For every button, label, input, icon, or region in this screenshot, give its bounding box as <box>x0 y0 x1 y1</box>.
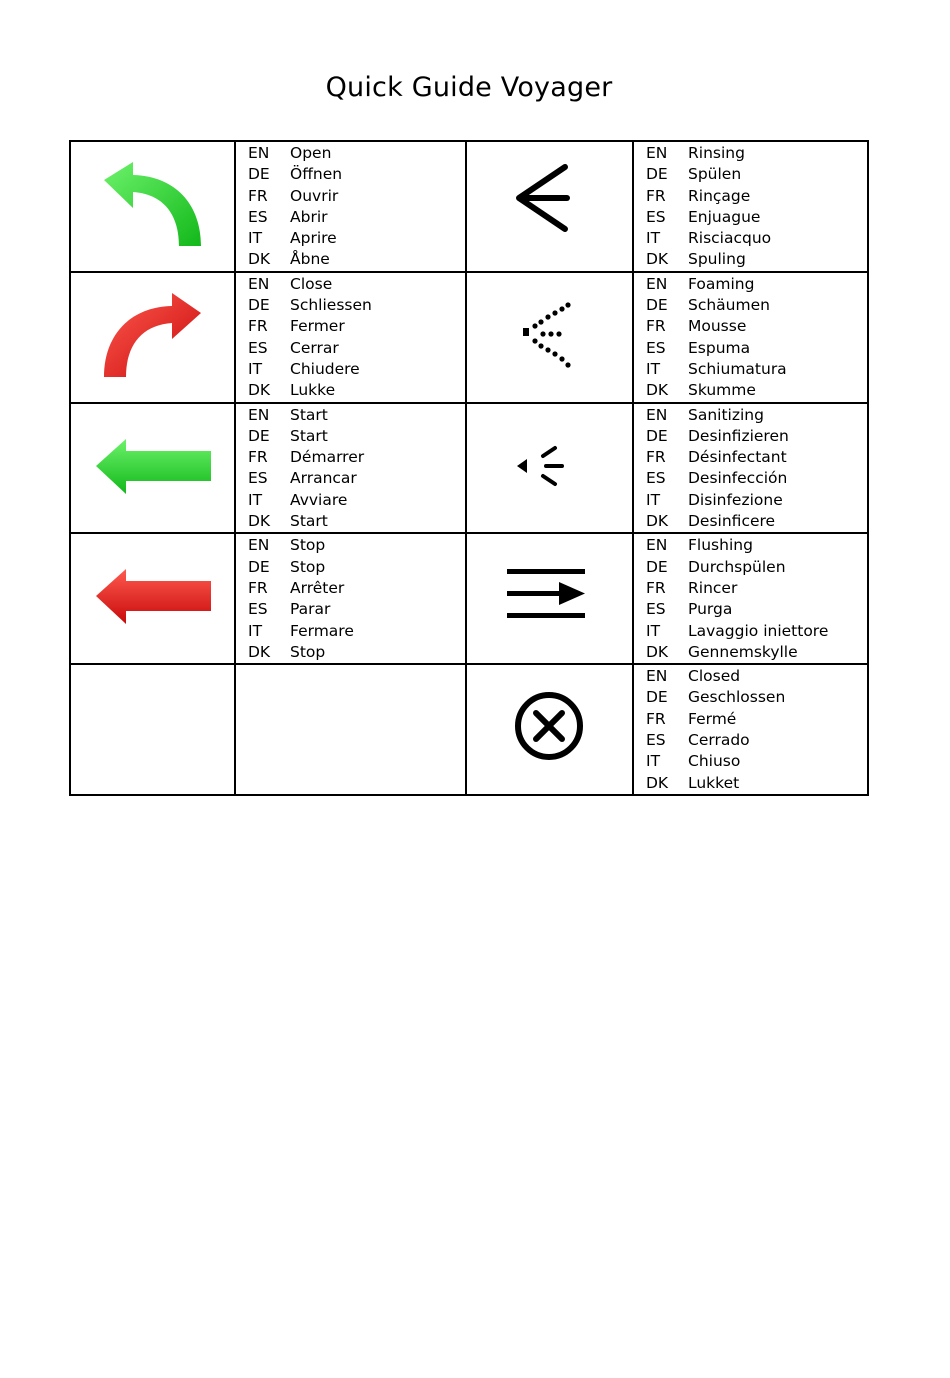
translation-line <box>646 228 867 249</box>
translation-line <box>646 380 867 401</box>
language-code: EN <box>646 667 668 686</box>
translation-line <box>646 730 867 751</box>
left-icon-cell <box>70 664 235 795</box>
language-code: DK <box>248 381 271 400</box>
translation-word: Flushing <box>688 536 753 555</box>
left-labels-cell <box>235 403 466 534</box>
translation-word: Démarrer <box>290 448 365 467</box>
translation-line <box>646 316 867 337</box>
translation-line <box>248 535 465 556</box>
language-code: DK <box>248 512 271 531</box>
language-code: FR <box>646 578 666 597</box>
language-code: DK <box>646 512 669 531</box>
translation-line <box>248 228 465 249</box>
language-code: FR <box>248 578 268 597</box>
language-code: DK <box>646 250 669 269</box>
right-icon-cell <box>466 533 633 664</box>
translation-word: Skumme <box>688 381 756 400</box>
guide-row <box>70 533 868 664</box>
language-code: FR <box>646 317 666 336</box>
translation-word: Risciacquo <box>688 229 772 248</box>
language-code: DE <box>646 557 668 576</box>
translation-line <box>646 490 867 511</box>
right-icon-cell <box>466 403 633 534</box>
translation-word: Fermé <box>688 709 737 728</box>
guide-row <box>70 272 868 403</box>
translation-line <box>248 143 465 164</box>
translation-word: Start <box>290 405 328 424</box>
translation-line <box>646 447 867 468</box>
translation-word: Åbne <box>290 250 330 269</box>
translation-word: Rinsing <box>688 144 745 162</box>
translation-line <box>646 773 867 794</box>
left-labels-cell <box>235 533 466 664</box>
translation-word: Öffnen <box>290 165 343 184</box>
translation-line <box>646 709 867 730</box>
translation-word: Chiudere <box>290 359 360 378</box>
page-title: Quick Guide Voyager <box>325 72 613 103</box>
translation-word: Abrir <box>290 207 328 226</box>
language-code: DE <box>646 296 668 315</box>
language-code: FR <box>248 448 268 467</box>
left-icon-cell <box>70 141 235 272</box>
translation-word: Enjuague <box>688 207 761 226</box>
translation-word: Fermer <box>290 317 345 336</box>
language-code: DE <box>248 557 270 576</box>
translation-line <box>646 249 867 270</box>
translation-line <box>248 468 465 489</box>
translation-word: Start <box>290 426 328 445</box>
language-code: DE <box>248 296 270 315</box>
translation-line <box>646 426 867 447</box>
translation-line <box>248 599 465 620</box>
translation-line <box>248 578 465 599</box>
translation-word: Gennemskylle <box>688 642 798 661</box>
language-code: DE <box>646 688 668 707</box>
translation-word: Avviare <box>290 490 348 509</box>
right-icon-cell <box>466 141 633 272</box>
language-code: ES <box>646 600 666 619</box>
language-code: ES <box>646 338 666 357</box>
translation-line <box>646 621 867 642</box>
translation-word: Stop <box>290 536 326 555</box>
translation-word: Cerrado <box>688 731 750 750</box>
translation-word: Spuling <box>688 250 746 269</box>
translation-word: Lukket <box>688 773 740 792</box>
translation-line <box>646 338 867 359</box>
translation-word: Schiumatura <box>688 359 787 378</box>
language-code: ES <box>646 469 666 488</box>
language-code: IT <box>646 752 661 771</box>
translation-line <box>248 274 465 295</box>
translation-line <box>248 511 465 532</box>
translation-word: Sanitizing <box>688 405 764 424</box>
translation-line <box>646 511 867 532</box>
right-labels-cell <box>633 403 868 534</box>
language-code: EN <box>646 405 668 424</box>
language-code: FR <box>248 317 268 336</box>
language-code: EN <box>646 274 668 293</box>
translation-line <box>646 295 867 316</box>
translation-line <box>646 751 867 772</box>
language-code: IT <box>248 229 263 248</box>
translation-word: Fermare <box>290 621 354 640</box>
translation-word: Cerrar <box>290 338 339 357</box>
translation-word: Start <box>290 512 328 531</box>
language-code: DK <box>646 773 669 792</box>
translation-word: Espuma <box>688 338 751 357</box>
translation-line <box>646 274 867 295</box>
language-code: ES <box>248 207 268 226</box>
translation-line <box>646 207 867 228</box>
left-labels-cell <box>235 141 466 272</box>
language-code: EN <box>646 536 668 555</box>
translation-word: Desinfizieren <box>688 426 789 445</box>
translation-line <box>248 249 465 270</box>
translation-line <box>248 426 465 447</box>
translation-word: Rincer <box>688 578 738 597</box>
right-icon-cell <box>466 272 633 403</box>
language-code: FR <box>646 709 666 728</box>
translation-word: Closed <box>688 667 741 686</box>
translation-line <box>248 405 465 426</box>
language-code: ES <box>646 207 666 226</box>
translation-line <box>248 557 465 578</box>
translation-line <box>646 535 867 556</box>
translation-word: Lukke <box>290 381 336 400</box>
translation-line <box>248 447 465 468</box>
translation-line <box>646 642 867 663</box>
translation-line <box>248 359 465 380</box>
language-code: EN <box>646 144 668 162</box>
translation-word: Parar <box>290 600 331 619</box>
language-code: IT <box>248 621 263 640</box>
translation-word: Desinfección <box>688 469 788 488</box>
left-icon-cell <box>70 533 235 664</box>
language-code: ES <box>646 731 666 750</box>
translation-line <box>646 666 867 687</box>
guide-row <box>70 141 868 272</box>
language-code: FR <box>248 186 268 205</box>
language-code: IT <box>248 359 263 378</box>
language-code: DE <box>646 426 668 445</box>
language-code: IT <box>646 621 661 640</box>
language-code: FR <box>646 186 666 205</box>
translation-word: Purga <box>688 600 733 619</box>
translation-line <box>248 338 465 359</box>
language-code: IT <box>248 490 263 509</box>
language-code: ES <box>248 469 268 488</box>
translation-word: Lavaggio iniettore <box>688 621 829 640</box>
translation-line <box>646 557 867 578</box>
translation-line <box>646 468 867 489</box>
translation-word: Stop <box>290 557 326 576</box>
translation-line <box>646 687 867 708</box>
translation-word: Chiuso <box>688 752 741 771</box>
translation-line <box>248 207 465 228</box>
translation-word: Spülen <box>688 165 742 184</box>
translation-line <box>248 490 465 511</box>
language-code: ES <box>248 600 268 619</box>
translation-word: Mousse <box>688 317 747 336</box>
translation-word: Ouvrir <box>290 186 339 205</box>
translation-word: Foaming <box>688 274 755 293</box>
language-code: EN <box>248 274 270 293</box>
language-code: IT <box>646 359 661 378</box>
translation-line <box>248 642 465 663</box>
translation-word: Close <box>290 274 333 293</box>
quick-guide-table <box>69 140 869 796</box>
translation-line <box>248 621 465 642</box>
left-labels-cell <box>235 664 466 795</box>
language-code: DK <box>248 642 271 661</box>
translation-line <box>248 295 465 316</box>
translation-word: Desinficere <box>688 512 776 531</box>
language-code: DK <box>248 250 271 269</box>
translation-word: Schliessen <box>290 296 372 315</box>
language-code: IT <box>646 229 661 248</box>
left-labels-cell <box>235 272 466 403</box>
translation-line <box>646 186 867 207</box>
guide-row <box>70 664 868 795</box>
language-code: DE <box>248 165 270 184</box>
language-code: EN <box>248 405 270 424</box>
language-code: DK <box>646 642 669 661</box>
translation-line <box>248 186 465 207</box>
language-code: DK <box>646 381 669 400</box>
language-code: EN <box>248 144 270 162</box>
translation-line <box>248 380 465 401</box>
language-code: IT <box>646 490 661 509</box>
translation-line <box>646 578 867 599</box>
translation-word: Stop <box>290 642 326 661</box>
translation-line <box>646 143 867 164</box>
translation-word: Geschlossen <box>688 688 786 707</box>
translation-word: Arrêter <box>290 578 345 597</box>
language-code: DE <box>248 426 270 445</box>
right-labels-cell <box>633 664 868 795</box>
right-labels-cell <box>633 141 868 272</box>
translation-word: Durchspülen <box>688 557 786 576</box>
right-labels-cell <box>633 272 868 403</box>
language-code: EN <box>248 536 270 555</box>
translation-word: Rinçage <box>688 186 751 205</box>
translation-word: Arrancar <box>290 469 357 488</box>
translation-line <box>248 316 465 337</box>
translation-word: Désinfectant <box>688 448 787 467</box>
guide-row <box>70 403 868 534</box>
left-icon-cell <box>70 403 235 534</box>
translation-word: Aprire <box>290 229 337 248</box>
language-code: ES <box>248 338 268 357</box>
translation-word: Open <box>290 144 332 162</box>
translation-line <box>248 164 465 185</box>
translation-line <box>646 599 867 620</box>
left-icon-cell <box>70 272 235 403</box>
translation-line <box>646 164 867 185</box>
translation-line <box>646 359 867 380</box>
language-code: DE <box>646 165 668 184</box>
right-icon-cell <box>466 664 633 795</box>
right-labels-cell <box>633 533 868 664</box>
translation-word: Schäumen <box>688 296 770 315</box>
translation-word: Disinfezione <box>688 490 783 509</box>
translation-line <box>646 405 867 426</box>
language-code: FR <box>646 448 666 467</box>
